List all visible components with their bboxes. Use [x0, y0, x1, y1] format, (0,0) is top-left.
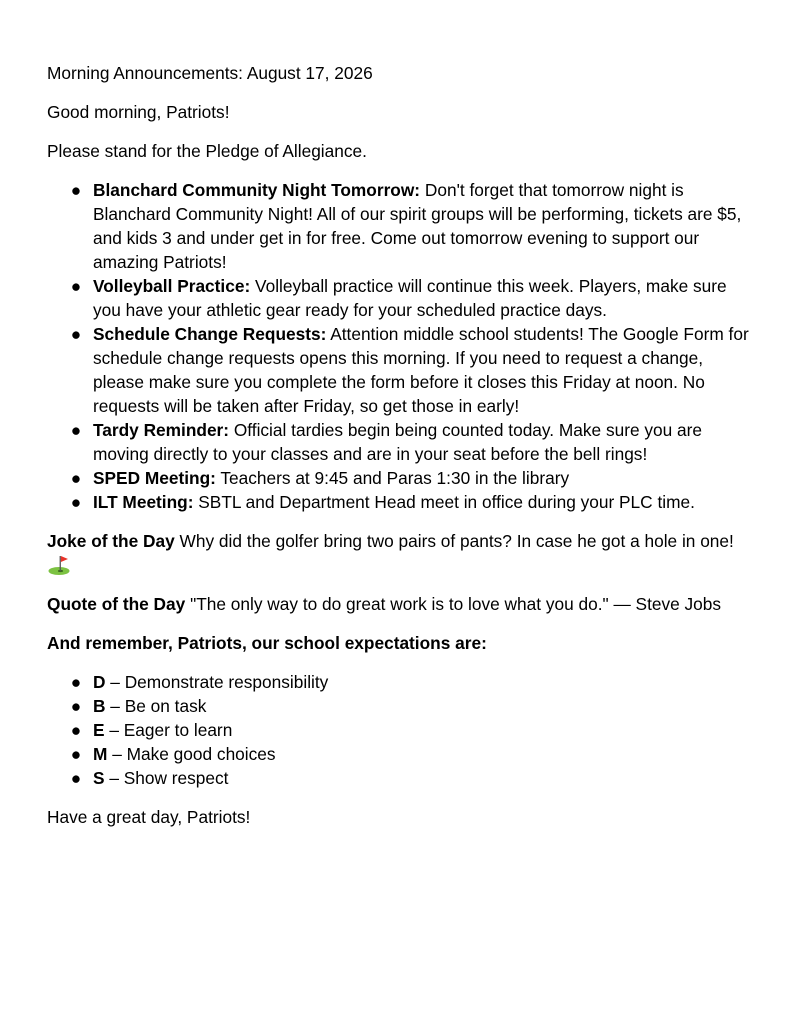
pledge-line: Please stand for the Pledge of Allegiance. — [47, 141, 367, 161]
announcements-list — [47, 178, 751, 514]
announcement-text: SBTL and Department Head meet in office during your PLC time. — [193, 492, 695, 512]
announcement-text: Don't forget that tomorrow night is Blanchard Community Night! All of our spirit groups will be performing, tickets are $5, and kids 3 and under get in for free. Come out tomorrow evening to support our amazing Patriots! — [93, 180, 742, 272]
joke-text: Why did the golfer bring two pairs of pants? In case he got a hole in one! — [174, 531, 734, 551]
expectation-item — [47, 742, 751, 766]
expectations-intro — [47, 631, 751, 655]
expectation-text: – Make good choices — [107, 744, 276, 764]
greeting: Good morning, Patriots! — [47, 102, 230, 122]
expectation-letter: B — [93, 696, 106, 716]
expectation-text: – Demonstrate responsibility — [105, 672, 329, 692]
announcement-item — [47, 466, 751, 490]
announcement-item — [47, 274, 751, 322]
announcement-item — [47, 178, 751, 274]
quote-label: Quote of the Day — [47, 594, 186, 614]
expectation-item — [47, 718, 751, 742]
quote-text: "The only way to do great work is to love what you do." — Steve Jobs — [185, 594, 722, 614]
bullet-icon: ● — [70, 420, 82, 440]
expectation-letter: S — [93, 768, 105, 788]
expectation-item — [47, 766, 751, 790]
announcement-heading: Schedule Change Requests: — [93, 324, 327, 344]
bullet-icon: ● — [70, 720, 82, 740]
expectation-text: – Show respect — [104, 768, 229, 788]
expectation-text: – Eager to learn — [104, 720, 233, 740]
joke-label: Joke of the Day — [47, 531, 175, 551]
announcement-item — [47, 490, 751, 514]
announcement-item — [47, 322, 751, 418]
announcement-heading: ILT Meeting: — [93, 492, 194, 512]
expectations-intro-text: And remember, Patriots, our school expectations are: — [47, 633, 487, 653]
announcement-heading: Tardy Reminder: — [93, 420, 230, 440]
expectations-list — [47, 670, 751, 790]
expectation-text: – Be on task — [105, 696, 207, 716]
announcement-heading: Blanchard Community Night Tomorrow: — [93, 180, 421, 200]
joke-of-the-day — [47, 529, 751, 577]
announcement-text: Volleyball practice will continue this week. Players, make sure you have your athletic gear ready for your scheduled practice days. — [93, 276, 727, 320]
bullet-icon: ● — [70, 696, 82, 716]
announcement-text: Attention middle school students! The Google Form for schedule change requests opens this morning. If you need to request a change, please make sure you complete the form before it closes this Friday at noon. No requests will be taken after Friday, so get those in early! — [93, 324, 749, 416]
bullet-icon: ● — [70, 468, 82, 488]
bullet-icon: ● — [70, 492, 82, 512]
expectation-letter: D — [93, 672, 106, 692]
bullet-icon: ● — [70, 672, 82, 692]
announcement-text: Teachers at 9:45 and Paras 1:30 in the library — [215, 468, 570, 488]
quote-of-the-day — [47, 592, 751, 616]
closing-line: Have a great day, Patriots! — [47, 807, 251, 827]
expectation-letter: E — [93, 720, 105, 740]
bullet-icon: ● — [70, 324, 82, 344]
expectation-letter: M — [93, 744, 108, 764]
bullet-icon: ● — [70, 768, 82, 788]
announcement-text: Official tardies begin being counted today. Make sure you are moving directly to your classes and are in your seat before the bell rings! — [93, 420, 703, 464]
golf-flag-icon — [47, 554, 71, 576]
announcement-heading: SPED Meeting: — [93, 468, 216, 488]
expectation-item — [47, 694, 751, 718]
announcement-item — [47, 418, 751, 466]
document-title: Morning Announcements: August 17, 2026 — [47, 63, 373, 83]
bullet-icon: ● — [70, 744, 82, 764]
bullet-icon: ● — [70, 180, 82, 200]
expectation-item — [47, 670, 751, 694]
announcement-heading: Volleyball Practice: — [93, 276, 251, 296]
bullet-icon: ● — [70, 276, 82, 296]
